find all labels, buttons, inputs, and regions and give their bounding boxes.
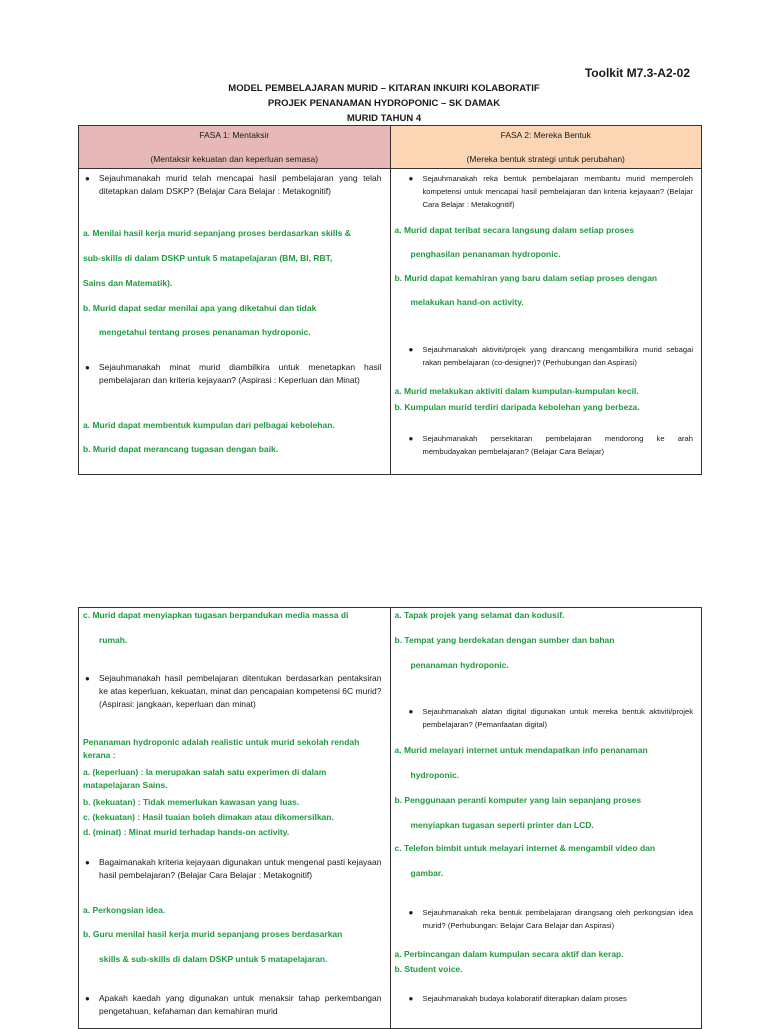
answer-item: menyiapkan tugasan seperti printer dan LCD. — [410, 820, 594, 830]
answer-item: gambar. — [410, 868, 444, 878]
answer-item: a. Murid dapat teribat secara langsung dalam setiap proses — [394, 225, 634, 235]
answer-item: b. Murid dapat kemahiran yang baru dalam setiap proses dengan — [394, 273, 658, 283]
answer-item: a. (keperluan) : Ia merupakan salah satu experimen di dalam matapelajaran Sains. — [83, 767, 327, 790]
answer-item: Penanaman hydroponic adalah realistic untuk murid sekolah rendah kerana : — [83, 737, 360, 760]
phase2-subtitle: (Mereka bentuk strategi untuk perubahan) — [466, 154, 625, 164]
answer-item: a. Menilai hasil kerja murid sepanjang proses berdasarkan skills & — [83, 228, 351, 238]
document-class: MURID TAHUN 4 — [346, 113, 422, 124]
answer-item: Sains dan Matematik). — [83, 278, 173, 288]
answer-item: penanaman hydroponic. — [410, 660, 509, 670]
phase1-header — [79, 126, 391, 169]
design-question: ● Sejauhmanakah budaya kolaboratif diterapkan dalam proses — [423, 992, 694, 1005]
answer-item: sub-skills di dalam DSKP untuk 5 matapelajaran (BM, BI, RBT, — [83, 253, 333, 263]
document-subtitle: PROJEK PENANAMAN HYDROPONIC – SK DAMAK — [267, 98, 501, 109]
phase2-content — [390, 169, 702, 475]
answer-item: c. Telefon bimbit untuk melayari internet & mengambil video dan — [394, 843, 656, 853]
phase2-title: FASA 2: Mereka Bentuk — [500, 130, 591, 140]
answer-item: b. Guru menilai hasil kerja murid sepanjang proses berdasarkan — [83, 929, 343, 939]
phase1-content-continued — [79, 608, 391, 1029]
phase-table-continued — [78, 607, 702, 1029]
assessment-question: ● Sejauhmanakah murid telah mencapai hasil pembelajaran yang telah ditetapkan dalam DSKP? (Belajar Cara Belajar : Metakognitif) — [99, 172, 382, 198]
answer-item: rumah. — [99, 635, 128, 645]
phase1-content — [79, 169, 391, 475]
answer-item: hydroponic. — [410, 770, 460, 780]
answer-item: melakukan hand-on activity. — [410, 297, 524, 307]
assessment-question: ● Bagaimanakah kriteria kejayaan digunakan untuk mengenal pasti kejayaan hasil pembelajaran? (Belajar Cara Belajar : Metakognitif) — [99, 856, 382, 882]
document-title: MODEL PEMBELAJARAN MURID – KITARAN INKUIRI KOLABORATIF — [228, 83, 540, 94]
assessment-question: ● Sejauhmanakah minat murid diambilkira untuk menetapkan hasil pembelajaran dan kriteria kejayaan? (Aspirasi : Keperluan dan Minat) — [99, 361, 382, 387]
assessment-question: ● Sejauhmanakah hasil pembelajaran ditentukan berdasarkan pentaksiran ke atas keperluan, kekuatan, minat dan pencapaian kompetensi 6C murid? (Aspirasi: jangkaan, keperluan dan minat) — [99, 672, 382, 711]
answer-item: c. (kekuatan) : Hasil tuaian boleh dimakan atau dikomersilkan. — [83, 812, 334, 822]
phase2-header — [390, 126, 702, 169]
assessment-question: ● Apakah kaedah yang digunakan untuk menaksir tahap perkembangan pengetahuan, kefahaman dan kemahiran murid — [99, 992, 382, 1018]
answer-item: b. Murid dapat sedar menilai apa yang diketahui dan tidak — [83, 303, 317, 313]
answer-item: a. Tapak projek yang selamat dan kodusif. — [394, 610, 565, 620]
design-question: ● Sejauhmanakah alatan digital digunakan untuk mereka bentuk aktiviti/projek pembelajaran? (Pemanfaatan digital) — [423, 705, 694, 731]
answer-item: b. Kumpulan murid terdiri daripada kebolehan yang berbeza. — [394, 402, 640, 412]
answer-item: penghasilan penanaman hydroponic. — [410, 249, 561, 259]
phase1-title: FASA 1: Mentaksir — [199, 130, 270, 140]
phase1-subtitle: (Mentaksir kekuatan dan keperluan semasa) — [150, 154, 319, 164]
answer-item: c. Murid dapat menyiapkan tugasan berpandukan media massa di — [83, 610, 349, 620]
answer-item: b. Murid dapat merancang tugasan dengan baik. — [83, 444, 279, 454]
answer-item: b. Tempat yang berdekatan dengan sumber dan bahan — [394, 635, 615, 645]
answer-item: a. Perkongsian idea. — [83, 905, 166, 915]
design-question: ● Sejauhmanakah reka bentuk pembelajaran dirangsang oleh perkongsian idea murid? (Perhubungan: Belajar Cara Belajar dan Aspirasi) — [423, 906, 694, 932]
answer-item: a. Murid melakukan aktiviti dalam kumpulan-kumpulan kecil. — [394, 386, 639, 396]
design-question: ● Sejauhmanakah persekitaran pembelajaran mendorong ke arah membudayakan pembelajaran? (Belajar Cara Belajar) — [423, 432, 694, 458]
design-question: ● Sejauhmanakah aktiviti/projek yang dirancang mengambilkira murid sebagai rakan pembelajaran (co-designer)? (Perhubungan dan Aspirasi) — [423, 343, 694, 369]
answer-item: a. Murid dapat membentuk kumpulan dari pelbagai kebolehan. — [83, 420, 335, 430]
phase-table-top — [78, 125, 702, 475]
answer-item: d. (minat) : Minat murid terhadap hands-on activity. — [83, 827, 290, 837]
design-question: ● Sejauhmanakah reka bentuk pembelajaran membantu murid memperoleh kompetensi untuk mencapai hasil pembelajaran dan kriteria kejayaan? (Belajar Cara Belajar : Metakognitif) — [423, 172, 694, 211]
answer-item: b. Student voice. — [394, 964, 463, 974]
phase2-content-continued — [390, 608, 702, 1029]
toolkit-id: Toolkit M7.3-A2-02 — [584, 66, 690, 80]
answer-item: b. Penggunaan peranti komputer yang lain sepanjang proses — [394, 795, 642, 805]
answer-item: a. Murid melayari internet untuk mendapatkan info penanaman — [394, 745, 648, 755]
answer-item: mengetahui tentang proses penanaman hydroponic. — [99, 327, 311, 337]
answer-item: a. Perbincangan dalam kumpulan secara aktif dan kerap. — [394, 949, 624, 959]
answer-item: skills & sub-skills di dalam DSKP untuk 5 matapelajaran. — [99, 954, 328, 964]
answer-item: b. (kekuatan) : Tidak memerlukan kawasan yang luas. — [83, 797, 300, 807]
